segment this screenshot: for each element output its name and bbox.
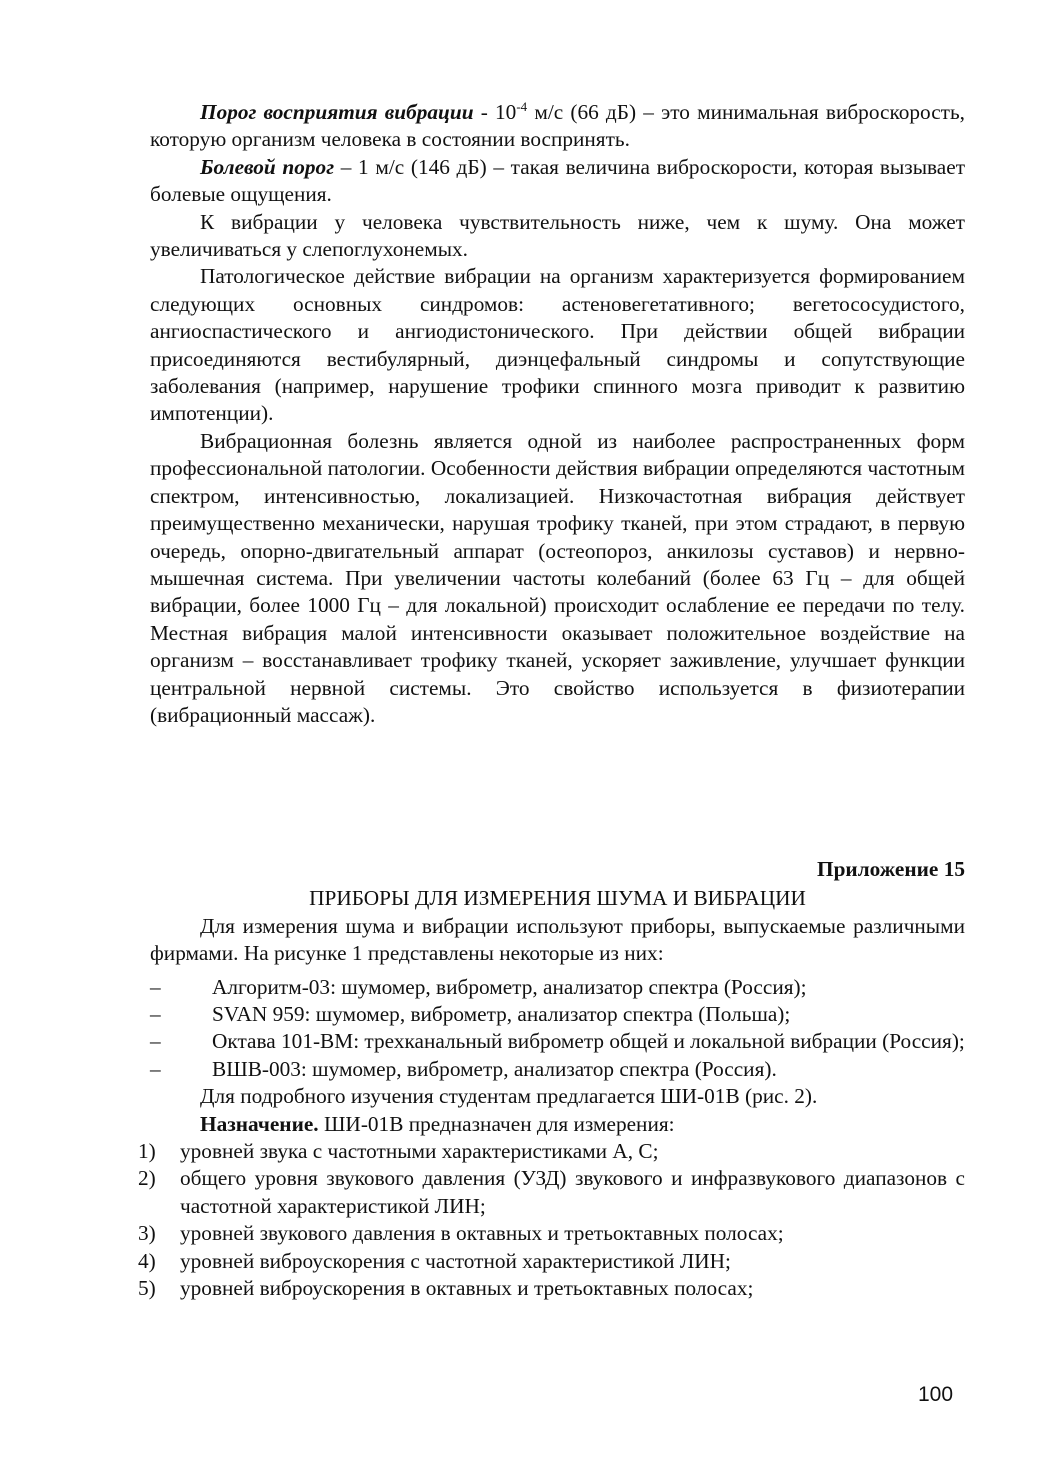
paragraph-perception-threshold: Порог восприятия вибрации - $10^{-4}$ м/с (66 дБ) – это минимальная виброскорость, которую организм человека в состоянии воспринять. xyxy=(150,98,965,152)
purpose-list xyxy=(138,1138,965,1302)
appendix-intro: Для измерения шума и вибрации используют приборы, выпускаемые различными фирмами. На рисунке 1 представлены некоторые из них: xyxy=(150,913,965,966)
list-item: – Октава 101-ВМ: трехканальный виброметр общей и локальной вибрации (Россия); xyxy=(150,1029,965,1054)
list-item: – ВШВ-003: шумомер, виброметр, анализатор спектра (Россия). xyxy=(150,1056,777,1081)
paragraph-vibration-disease: Вибрационная болезнь является одной из наиболее распространенных форм профессиональной патологии. Особенности действия вибрации определяются частотным спектром, интенсивностью, локализацией. Низкочастотная вибрация действует преимущественно механически, нарушая трофику тканей, при этом страдают, в первую очередь, опорно-двигательный аппарат (остеопороз, анкилозы суставов) и нервно-мышечная система. При увеличении частоты колебаний (более 63 Гц – для общей вибрации, более 1000 Гц – для локальной) происходит ослабление ее передачи по телу. Местная вибрация малой интенсивности оказывает положительное воздействие на организм – восстанавливает трофику тканей, ускоряет заживление, улучшает функции центральной нервной системы. Это свойство используется в физиотерапии (вибрационный массаж). xyxy=(150,428,965,727)
list-item: 2) общего уровня звукового давления (УЗД) звукового и инфразвукового диапазонов с частотной характеристикой ЛИН; xyxy=(138,1166,965,1218)
purpose-paragraph: Назначение. ШИ-01В предназначен для измерения: xyxy=(200,1111,675,1136)
list-item: 3) уровней звукового давления в октавных и третьоктавных полосах; xyxy=(138,1221,784,1246)
list-item: – Алгоритм-03: шумомер, виброметр, анализатор спектра (Россия); xyxy=(150,974,807,999)
study-paragraph: Для подробного изучения студентам предлагается ШИ-01В (рис. 2). xyxy=(200,1084,818,1109)
section-vibration-perception xyxy=(150,99,965,729)
list-item: 1) уровней звука с частотными характеристиками А, С; xyxy=(138,1139,659,1164)
list-item: 4) уровней виброускорения с частотной характеристикой ЛИН; xyxy=(138,1248,731,1273)
appendix-title: ПРИБОРЫ ДЛЯ ИЗМЕРЕНИЯ ШУМА И ВИБРАЦИИ xyxy=(309,886,806,911)
device-list xyxy=(150,974,965,1084)
list-item: – SVAN 959: шумомер, виброметр, анализатор спектра (Польша); xyxy=(150,1002,791,1027)
term-pain-threshold: Болевой порог xyxy=(200,154,335,179)
purpose-label: Назначение. xyxy=(200,1111,319,1136)
appendix-label: Приложение 15 xyxy=(817,857,965,881)
page-number: 100 xyxy=(918,1383,954,1406)
list-item: 5) уровней виброускорения в октавных и третьоктавных полосах; xyxy=(138,1276,754,1301)
appendix-section xyxy=(138,856,965,1303)
paragraph-pain-threshold: Болевой порог – 1 м/с (146 дБ) – такая величина виброскорости, которая вызывает болевые ощущения. xyxy=(150,154,966,207)
paragraph-sensitivity: К вибрации у человека чувствительность ниже, чем к шуму. Она может увеличиваться у слепоглухонемых. xyxy=(150,209,965,262)
paragraph-pathology: Патологическое действие вибрации на организм характеризуется формированием следующих основных синдромов: астеновегетативного; вегетососудистого, ангиоспастического и ангиодистонического. При действии общей вибрации присоединяются вестибулярный, диэнцефальный синдромы и сопутствующие заболевания (например, нарушение трофики спинного мозга приводит к развитию импотенции). xyxy=(150,264,965,426)
term-perception-threshold: Порог восприятия вибрации xyxy=(200,100,474,124)
